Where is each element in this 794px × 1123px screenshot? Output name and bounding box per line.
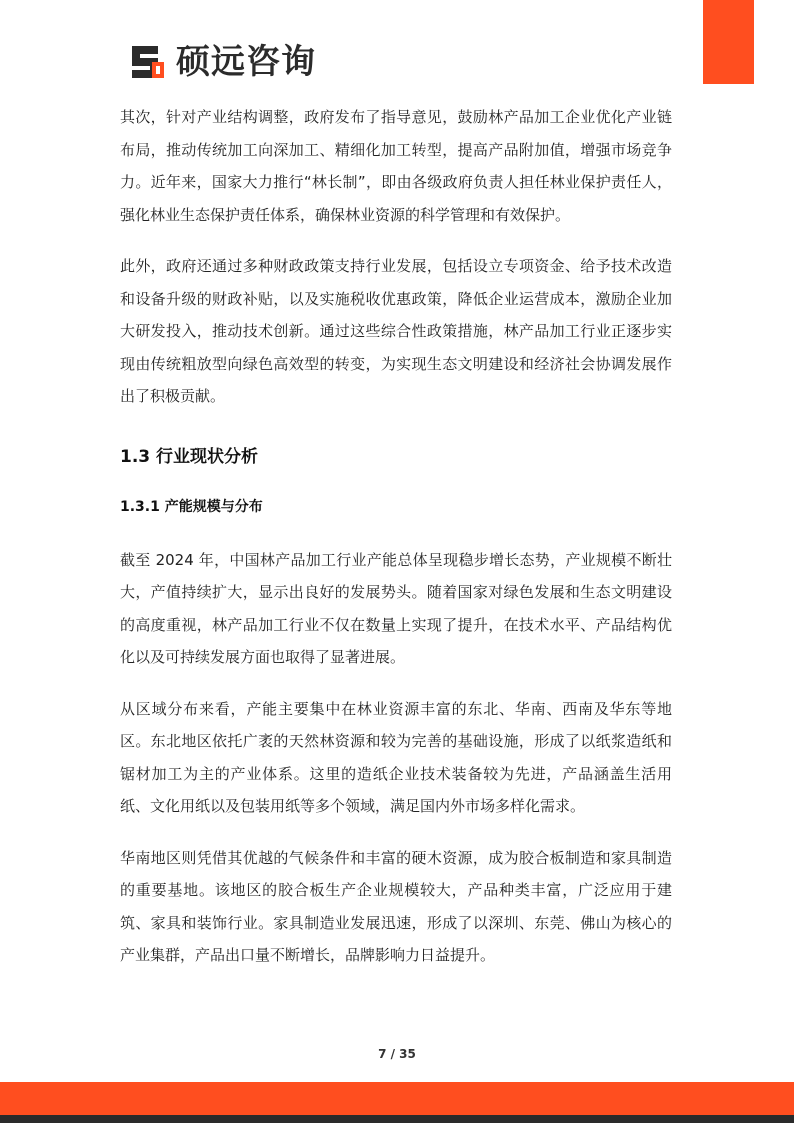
footer-accent-band xyxy=(0,1082,794,1115)
paragraph-regional-distribution: 从区域分布来看，产能主要集中在林业资源丰富的东北、华南、西南及华东等地区。东北地区依托广袤的天然林资源和较为完善的基础设施，形成了以纸浆造纸和锯材加工为主的产业体系。这里的造纸企业技术装备较为先进，产品涵盖生活用纸、文化用纸以及包装用纸等多个领域，满足国内外市场多样化需求。 xyxy=(120,699,672,815)
brand-name: 硕远咨询 xyxy=(176,42,316,82)
section-heading-1-3: 1.3 行业现状分析 xyxy=(120,446,259,467)
logo-mark-icon xyxy=(128,42,168,82)
paragraph-south-china: 华南地区则凭借其优越的气候条件和丰富的硬木资源，成为胶合板制造和家具制造的重要基地。该地区的胶合板生产企业规模较大，产品种类丰富，广泛应用于建筑、家具和装饰行业。家具制造业发展迅速，形成了以深圳、东莞、佛山为核心的产业集群，产品出口量不断增长，品牌影响力日益提升。 xyxy=(120,848,672,964)
subsection-heading-1-3-1: 1.3.1 产能规模与分布 xyxy=(120,498,263,515)
footer-dark-line xyxy=(0,1115,794,1123)
corner-accent-tab xyxy=(703,0,754,84)
paragraph-industrial-policy: 其次，针对产业结构调整，政府发布了指导意见，鼓励林产品加工企业优化产业链布局，推动传统加工向深加工、精细化加工转型，提高产品附加值，增强市场竞争力。近年来，国家大力推行“林长制”，即由各级政府负责人担任林业保护责任人，强化林业生态保护责任体系，确保林业资源的科学管理和有效保护。 xyxy=(120,108,672,224)
page-number: 7 / 35 xyxy=(378,1047,416,1061)
paragraph-fiscal-policy: 此外，政府还通过多种财政政策支持行业发展，包括设立专项资金、给予技术改造和设备升级的财政补贴，以及实施税收优惠政策，降低企业运营成本，激励企业加大研发投入，推动技术创新。通过这些综合性政策措施，林产品加工行业正逐步实现由传统粗放型向绿色高效型的转变，为实现生态文明建设和经济社会协调发展作出了积极贡献。 xyxy=(120,257,672,405)
page-content xyxy=(120,101,672,972)
paragraph-capacity-scale: 截至 2024 年，中国林产品加工行业产能总体呈现稳步增长态势，产业规模不断壮大，产值持续扩大，显示出良好的发展势头。随着国家对绿色发展和生态文明建设的高度重视，林产品加工行业不仅在数量上实现了提升，在技术水平、产品结构优化以及可持续发展方面也取得了显著进展。 xyxy=(120,550,672,666)
brand-logo xyxy=(128,42,316,82)
